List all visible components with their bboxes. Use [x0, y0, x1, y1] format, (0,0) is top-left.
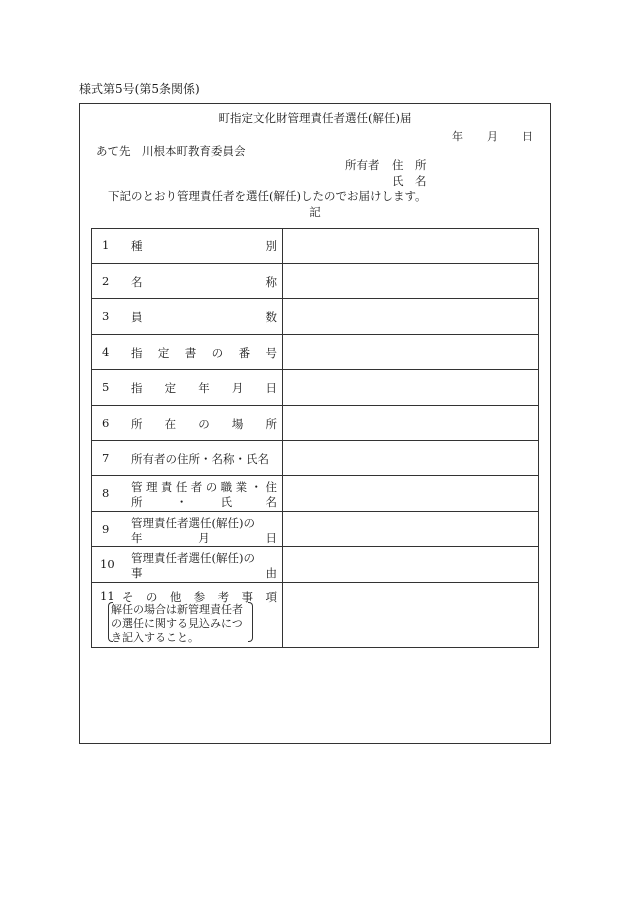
form-title: 町指定文化財管理責任者選任(解任)届: [218, 111, 412, 125]
row-label-appointment-date-line1: 管理責任者選任(解任)の: [131, 516, 255, 530]
date-month-label: 月: [487, 130, 498, 143]
table-row-divider: [91, 475, 539, 476]
table-row-divider: [91, 582, 539, 583]
row-label-designation-date: 指 定 年 月 日: [131, 381, 277, 395]
resignation-note: 解任の場合は新管理責任者の選任に関する見込みにつき記入すること。: [111, 603, 243, 644]
row-number: 4: [102, 345, 110, 359]
row-number: 1: [102, 238, 110, 252]
row-label-certificate-number: 指 定 書 の 番 号: [131, 346, 277, 360]
table-column-divider: [282, 228, 283, 648]
row-label-owner-info: 所有者の住所・名称・氏名: [131, 452, 269, 466]
row-label-count: 員 数: [131, 310, 277, 324]
table-row-divider: [91, 334, 539, 335]
table-row-divider: [91, 546, 539, 547]
row-number: 6: [102, 416, 110, 430]
row-number: 9: [102, 522, 110, 536]
date-day-label: 日: [522, 130, 533, 143]
owner-address-label: 住 所: [392, 158, 427, 172]
row-number: 7: [102, 451, 110, 465]
row-label-reason-line1: 管理責任者選任(解任)の: [131, 551, 255, 565]
table-row-divider: [91, 405, 539, 406]
row-label-reason-line2: 事 由: [131, 566, 277, 580]
addressee: あて先 川根本町教育委員会: [96, 144, 246, 158]
form-number-caption: 様式第5号(第5条関係): [79, 82, 200, 96]
row-label-appointment-date-line2: 年 月 日: [131, 531, 277, 545]
owner-label: 所有者: [345, 158, 380, 172]
row-number: 5: [102, 380, 110, 394]
row-number: 3: [102, 309, 110, 323]
body-text: 下記のとおり管理責任者を選任(解任)したのでお届けします。: [108, 189, 427, 203]
row-number: 8: [102, 486, 110, 500]
row-label-manager-occupation-line2: 所 ・ 氏 名: [131, 495, 277, 509]
details-table: [91, 228, 539, 648]
date-year-label: 年: [452, 130, 463, 143]
row-number: 2: [102, 274, 110, 288]
table-row-divider: [91, 440, 539, 441]
row-label-kind: 種 別: [131, 239, 277, 253]
ki-heading: 記: [309, 205, 321, 219]
row-label-name: 名 称: [131, 275, 277, 289]
table-row-divider: [91, 263, 539, 264]
table-row-divider: [91, 369, 539, 370]
row-label-other-notes: そ の 他 参 考 事 項: [122, 590, 277, 604]
table-row-divider: [91, 298, 539, 299]
row-number: 11: [100, 589, 115, 603]
row-label-manager-occupation-line1: 管 理 責 任 者 の 職 業 ・ 住: [131, 480, 277, 494]
row-label-location: 所 在 の 場 所: [131, 417, 277, 431]
row-number: 10: [100, 557, 115, 571]
note-bracket-right: [248, 602, 253, 642]
table-row-divider: [91, 511, 539, 512]
owner-name-label: 氏 名: [392, 174, 427, 188]
